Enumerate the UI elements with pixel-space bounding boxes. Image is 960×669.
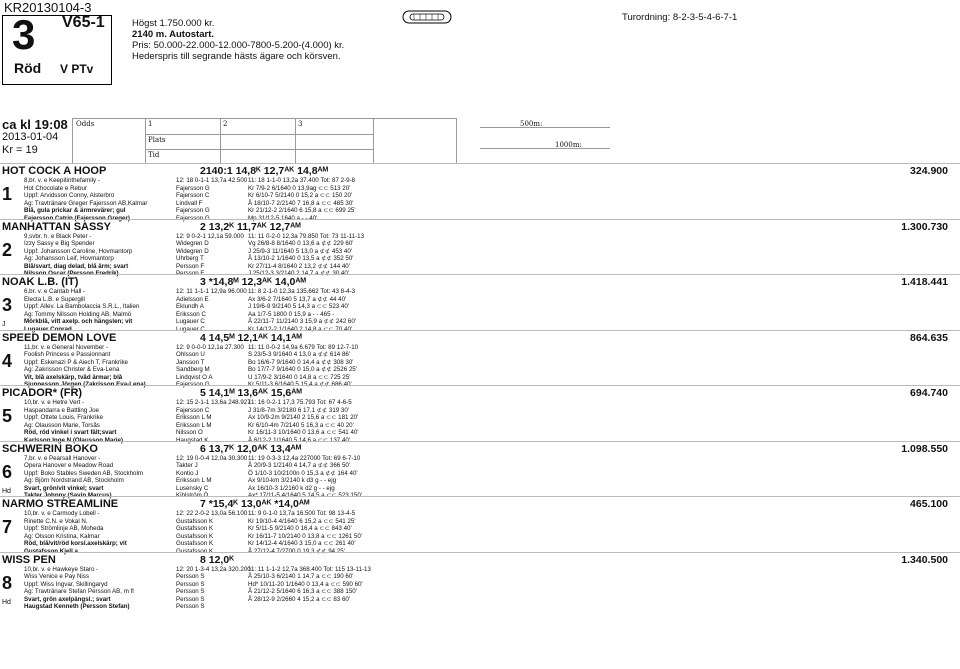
horse-number: 1 xyxy=(2,184,13,204)
driver-line: 12: 15 2-1-1 13,6a 248.927 xyxy=(176,399,251,406)
horse-details xyxy=(24,177,174,223)
result-line: Å 25/10-3 6/2140 1 14,7 a ⊂⊂ 190 60' xyxy=(248,573,354,581)
horse-results xyxy=(248,566,528,604)
driver-line: Persson F xyxy=(176,270,205,278)
horse-number: 6 xyxy=(2,461,13,482)
horse-stats: 2 13,2ᴷ 11,7ᴬᴷ 12,7ᴬᴹ xyxy=(200,220,301,233)
horse-earnings: 1.300.730 xyxy=(901,220,948,233)
result-line: 11: 18 1-1-0 13,2a 37.400 Tot: 87 2-9-8 xyxy=(248,177,356,184)
result-line: Bo 16/6-7 9/1640 0 14,4 a ⊄⊄ 308 30' xyxy=(248,358,354,366)
result-line: Kr 27/11-4 8/1640 2 13,2 ⊄⊄ 144 40' xyxy=(248,262,350,270)
horse-number: 8 xyxy=(2,572,13,593)
horse-stats: 2140:1 14,8ᴷ 12,7ᴬᴷ 14,8ᴬᴹ xyxy=(200,165,329,177)
detail-line: Electa L.B. e Supergill xyxy=(24,295,85,303)
horse-number: 5 xyxy=(2,406,13,426)
horse-mark: J xyxy=(2,321,6,328)
result-line: Kr 5/11-5 9/2140 0 16,4 a ⊂⊂ 843 40' xyxy=(248,525,352,533)
horse-name: SCHWERIN BOKO xyxy=(2,442,98,455)
horse-results xyxy=(248,177,528,223)
race-info xyxy=(132,18,344,62)
result-line: 11: 16 0-2-1 17,3 75.793 Tot: 67 4-6-5 xyxy=(248,399,352,406)
horse-earnings: 1.418.441 xyxy=(901,276,948,288)
result-line: Kr 14/12-2 1/1640 2 14,8 a ⊂⊂ 70 40' xyxy=(248,325,353,333)
detail-line: Svart, grön/vit vinkel; svart xyxy=(24,484,104,492)
col-3: 3 xyxy=(298,120,303,128)
detail-line: Uppf: Ottete Louis, Frankrike xyxy=(24,414,104,422)
detail-line: Rinette C.N. e Vokal N. xyxy=(24,517,88,525)
result-line: 11: 11 1-1-2 12,7a 368.400 Tot: 115 13-11-13 xyxy=(248,565,371,573)
race-info-line: Pris: 50.000-22.000-12.000-7800-5.200-(4.000) kr. xyxy=(132,40,345,51)
driver-line: Eriksson L M xyxy=(176,477,212,485)
result-line: Aa 1/7-5 1800 0 15,9 a - - 465 - xyxy=(248,310,335,318)
horse-mark: Hd xyxy=(2,487,11,495)
horse-name: NOAK L.B. (IT) xyxy=(2,276,79,288)
detail-line: Äg: Björn Nordstrand AB, Stockholm xyxy=(24,477,124,485)
result-line: 11: 9 0-1-0 13,7a 16.500 Tot: 98 13-4-5 xyxy=(248,510,356,517)
driver-line: Gustafsson K xyxy=(176,540,214,548)
result-line: Ax 9/10-km 3/2140 k d3 g - - ejg xyxy=(248,477,337,485)
detail-line: Uppf: Arvidsson Conny, Alsterbro xyxy=(24,192,115,200)
horse-drivers xyxy=(176,510,247,556)
horse-details xyxy=(24,233,174,279)
driver-line: Eriksson C xyxy=(176,310,206,318)
horse-name: MANHATTAN SASSY xyxy=(2,220,111,233)
horse-details xyxy=(24,566,174,612)
detail-line: Haugstad Kenneth (Persson Stefan) xyxy=(24,603,130,611)
detail-line: Äg: Olausson Marie, Torsås xyxy=(24,421,100,429)
result-line: Kr 14/12-4 4/1640 3 15,0 a ⊂⊂ 261 40' xyxy=(248,540,356,548)
detail-line: Karlsson Inge N (Olausson Marie) xyxy=(24,436,124,444)
horse-drivers xyxy=(176,399,251,445)
driver-line: 12: 9 0-0-0 12,1a 27.300 xyxy=(176,343,244,351)
horse-stats: 3 *14,8ᴹ 12,3ᴬᴷ 14,0ᴬᴹ xyxy=(200,276,306,288)
detail-line: Äg: Tommy Nilsson Holding AB, Malmö xyxy=(24,310,132,318)
horse-number: 3 xyxy=(2,295,13,315)
horse-drivers xyxy=(176,288,247,334)
detail-line: Uppf: Eskenazi P & Aiech T, Frankrike xyxy=(24,358,128,366)
result-line: Å 20/9-3 1/2140 4 14,7 a ⊄⊄ 366 50' xyxy=(248,462,351,470)
driver-line: Kontio J xyxy=(176,469,199,477)
horse-earnings: 465.100 xyxy=(910,498,948,510)
result-line: Bo 17/7-7 9/1640 0 15,0 a ⊄⊄ 2526 25' xyxy=(248,366,357,374)
result-line: Vg 26/8-8 8/1640 0 13,6 a ⊄⊄ 229 60' xyxy=(248,240,354,248)
horse-list xyxy=(0,163,960,611)
detail-line: Röd, röd vinkel i svart fält;svart xyxy=(24,429,117,437)
driver-line: Widegren D xyxy=(176,240,209,248)
result-line: Å 13/10-2 1/1640 0 13,5 a ⊄⊄ 352 50' xyxy=(248,255,354,263)
odds-grid xyxy=(72,118,374,164)
driver-line: Fajersson G xyxy=(176,184,210,192)
driver-line: Gustafsson K xyxy=(176,532,214,540)
horse-number: 2 xyxy=(2,239,13,260)
horse-stats: 4 14,5ᴹ 12,1ᴬᴷ 14,1ᴬᴹ xyxy=(200,331,302,344)
horse-name: SPEED DEMON LOVE xyxy=(2,331,117,344)
detail-line: Blå, gula prickar & ärmrevärer; gul xyxy=(24,207,126,215)
horse-entry xyxy=(0,163,960,222)
horse-details xyxy=(24,399,174,445)
result-line: Ax 3/6-2 7/1640 5 13,7 a ⊄⊄ 44 40' xyxy=(248,295,347,303)
driver-line: Persson S xyxy=(176,573,205,581)
col-2: 2 xyxy=(223,120,228,128)
driver-line: Fajersson G xyxy=(176,214,210,222)
driver-line: Gustafsson K xyxy=(176,547,214,555)
horse-entry xyxy=(0,552,960,611)
detail-line: Uppf: Boko Stables Sweden AB, Stockholm xyxy=(24,469,144,477)
driver-line: Ohlsson U xyxy=(176,351,205,359)
horse-entry xyxy=(0,330,960,389)
result-line: Mp 31/12-5 1640 a - - 40' xyxy=(248,214,318,222)
result-line: J 25/9-3 11/1640 5 13,0 a ⊄⊄ 453 40' xyxy=(248,247,352,255)
driver-line: Kihlström Ö xyxy=(176,492,209,500)
driver-line: Gustafsson K xyxy=(176,517,214,525)
driver-line: 12: 11 1-1-1 12,9a 96.000 xyxy=(176,288,247,295)
line-500m xyxy=(480,127,610,128)
document-id: KR20130104-3 xyxy=(4,0,92,15)
odds-label: Odds xyxy=(76,120,95,128)
horse-entry xyxy=(0,219,960,278)
horse-results xyxy=(248,288,528,334)
detail-line: Vit, blå axelskärp, tvåd ärmar; blå xyxy=(24,373,123,381)
detail-line: Opera Hanover e Meadow Road xyxy=(24,462,114,470)
horse-earnings: 694.740 xyxy=(910,387,948,399)
result-line: S 23/5-3 9/1640 4 13,0 a ⊄⊄ 614 86' xyxy=(248,351,351,359)
horse-stats: 7 *15,4ᴷ 13,0ᴬᴷ *14,0ᴬᴹ xyxy=(200,498,310,510)
detail-line: Lugauer Conrad xyxy=(24,325,72,333)
horse-details xyxy=(24,455,174,501)
detail-line: Takter Johnny (Savin Marcus) xyxy=(24,492,112,500)
label-500m: 500m: xyxy=(520,120,543,128)
race-number: 3 xyxy=(12,11,36,58)
horse-number: 4 xyxy=(2,350,13,371)
horse-drivers xyxy=(176,344,244,390)
detail-line: Äg: Olsson Kristina, Kalmar xyxy=(24,532,100,540)
driver-line: Persson F xyxy=(176,262,205,270)
detail-line: Fajersson Catrin (Fajersson Greger) xyxy=(24,214,130,222)
detail-line: Mörkblå, vitt axelp. och hängslen; vit xyxy=(24,318,133,326)
driver-line: Lindqvist O A xyxy=(176,373,213,381)
driver-line: Sandberg M xyxy=(176,366,210,374)
result-line: Å 22/11-7 11/2140 3 15,9 a ⊄⊄ 242 60' xyxy=(248,318,356,326)
horse-name: WISS PEN xyxy=(2,553,56,566)
horse-details xyxy=(24,510,174,556)
detail-line: 6,br. v. e Cantab Hall - xyxy=(24,288,86,295)
driver-line: Lindvall F xyxy=(176,199,203,207)
race-color: Röd xyxy=(14,60,42,76)
tid-label: Tid xyxy=(148,151,160,159)
driver-line: Widegren D xyxy=(176,247,209,255)
horse-results xyxy=(248,233,528,279)
driver-line: Fajersson G xyxy=(176,207,210,215)
driver-line: Haugstad K xyxy=(176,436,209,444)
driver-line: Eriksson L M xyxy=(176,421,212,429)
detail-line: Äg: Travtränare Greger Fajersson AB,Kalmar xyxy=(24,199,148,207)
driver-line: 12: 9 0-2-1 12,1a 59.000 xyxy=(176,232,244,240)
horse-drivers xyxy=(176,177,247,223)
horse-number: 7 xyxy=(2,517,13,537)
detail-line: Äg: Travtränare Stefan Persson AB, m fl xyxy=(24,588,134,596)
result-line: Kr 16/11-7 10/2140 0 13,8 a ⊂⊂ 1261 50' xyxy=(248,532,362,540)
detail-line: Sjunnesson Jörgen (Zakrisson Eva-Lena) xyxy=(24,381,146,389)
result-line: Kr 7/9-2 6/1640 0 13,9ag ⊂⊂ 513 20' xyxy=(248,184,351,192)
driver-line: Lugauer C xyxy=(176,318,205,326)
race-info-line: Hederspris till segrande hästs ägare och körsven. xyxy=(132,51,341,62)
horse-drivers xyxy=(176,233,244,279)
horse-mark: Hd xyxy=(2,598,11,606)
driver-line: Fajersson C xyxy=(176,192,210,200)
detail-line: Nilsson Oscar (Persson Fredrik) xyxy=(24,270,119,278)
detail-line: Uppf: Allev. La Bambolaccia S.R.L., Italien xyxy=(24,303,140,311)
driver-line: Takter J xyxy=(176,462,198,470)
horse-entry xyxy=(0,385,960,444)
result-line: U 17/9-2 3/1640 0 14,8 a ⊂⊂ 725 25' xyxy=(248,373,351,381)
turn-order: Turordning: 8-2-3-5-4-6-7-1 xyxy=(622,12,738,23)
result-line: Å 28/12-9 2/2660 4 15,2 a ⊂⊂ 83 60' xyxy=(248,595,351,603)
detail-line: Svart, grön axelpängsl.; svart xyxy=(24,595,111,603)
detail-line: Uppf: Wiss Ingvar, Skillingaryd xyxy=(24,580,108,588)
result-line: 11: 11 0-2-0 12,3a 79.850 Tot: 73 11-11-13 xyxy=(248,232,365,240)
detail-line: Gustafsson Kjell a xyxy=(24,547,78,555)
detail-line: 10,br. v. e Carmody Lobell - xyxy=(24,510,100,517)
detail-line: Äg: Zakrisson Christer & Eva-Lena xyxy=(24,366,120,374)
horse-earnings: 1.098.550 xyxy=(901,442,948,455)
track-icon xyxy=(402,10,452,24)
detail-line: Izzy Sassy e Big Spender xyxy=(24,240,95,248)
driver-line: Persson S xyxy=(176,595,205,603)
detail-line: Uppf: Johansson Caroline, Hovmantorp xyxy=(24,247,133,255)
driver-line: Uhrberg T xyxy=(176,255,204,263)
driver-line: 12: 18 0-1-1 13,7a 42.500 xyxy=(176,177,248,184)
detail-line: 10,br. v. e Hawkeye Staro - xyxy=(24,565,99,573)
horse-name: NARMO STREAMLINE xyxy=(2,498,119,510)
driver-line: Gustafsson K xyxy=(176,525,214,533)
horse-drivers xyxy=(176,566,251,612)
horse-earnings: 864.635 xyxy=(910,331,948,344)
position-grid xyxy=(372,118,457,164)
line-1000m xyxy=(480,148,610,149)
detail-line: Foolish Princess e Passionnant xyxy=(24,351,111,359)
plats-label: Plats xyxy=(148,136,166,144)
horse-details xyxy=(24,344,174,390)
result-line: Kr 5/11-3 6/1640 5 15,4 a ⊄⊄ 686 40' xyxy=(248,381,352,389)
horse-entry xyxy=(0,274,960,333)
result-line: 11: 8 2-1-0 12,3a 135.662 Tot: 43 8-4-3 xyxy=(248,288,356,295)
detail-line: Haspandarra e Battling Joe xyxy=(24,406,99,414)
driver-line: Persson S xyxy=(176,580,205,588)
result-line: J 25/12-3 3/2140 2 14,7 a ⊄⊄ 30 40' xyxy=(248,270,349,278)
horse-details xyxy=(24,288,174,334)
detail-line: Äg: Johansson Leif, Hovmantorp xyxy=(24,255,114,263)
horse-stats: 5 14,1ᴹ 13,6ᴬᴷ 15,6ᴬᴹ xyxy=(200,387,302,399)
start-time: ca kl 19:08 xyxy=(2,117,68,132)
horse-earnings: 1.340.500 xyxy=(901,553,948,566)
driver-line: Lusensky C xyxy=(176,484,209,492)
horse-entry xyxy=(0,441,960,500)
driver-line: Eriksson L M xyxy=(176,414,212,422)
result-line: Å 18/10-7 2/2140 7 16,8 a ⊂⊂ 485 30' xyxy=(248,199,354,207)
result-line: Ö 1/10-3 10/2100n 0 15,3 a ⊄⊄ 164 40' xyxy=(248,469,358,477)
vptv-label: V PTv xyxy=(60,62,94,76)
result-line: Kr 19/10-4 4/1640 6 15,2 a ⊂⊂ 541 25' xyxy=(248,517,356,525)
race-info-line: Högst 1.750.000 kr. xyxy=(132,18,215,29)
result-line: J 19/6-9 9/2140 5 14,3 a ⊂⊂ 523 40' xyxy=(248,303,349,311)
result-line: Å 21/12-2 5/1640 6 16,3 a ⊂⊂ 388 150' xyxy=(248,588,357,596)
driver-line: Jansson T xyxy=(176,358,205,366)
driver-line: Lugauer C xyxy=(176,325,205,333)
result-line: Kr 16/11-3 10/1640 0 13,6 a ⊂⊂ 541 40' xyxy=(248,429,359,437)
result-line: Hd* 10/11-20 1/1640 0 13,4 a ⊂⊂ 590 60' xyxy=(248,580,363,588)
horse-entry xyxy=(0,496,960,555)
detail-line: 11,br. v. e General November - xyxy=(24,343,109,351)
driver-line: 12: 20 1-3-4 13,2a 320.200 xyxy=(176,565,251,573)
horse-stats: 6 13,7ᴷ 12,0ᴬᴷ 13,4ᴬᴹ xyxy=(200,442,302,455)
driver-line: Nilsson O xyxy=(176,429,203,437)
driver-line: 12: 19 0-0-4 12,0a 30.300 xyxy=(176,454,248,462)
horse-results xyxy=(248,399,528,445)
horse-name: PICADOR* (FR) xyxy=(2,387,83,399)
result-line: Kr 21/12-2 2/1640 6 15,8 a ⊂⊂ 699 25' xyxy=(248,207,356,215)
horse-results xyxy=(248,344,528,390)
horse-results xyxy=(248,455,528,501)
result-line: 11: 11 0-0-2 14,9a 6.679 Tot: 89 12-7-10 xyxy=(248,343,359,351)
result-line: Ax 16/10-3 1/2160 k d2 g - - ejg xyxy=(248,484,335,492)
result-line: Ax* 17/11-5 4/1640 5 14,5 a ⊂⊂ 523 150' xyxy=(248,492,362,500)
detail-line: Hot Chocolate e Rebur xyxy=(24,184,87,192)
detail-line: 7,br. v. e Pearsall Hanover - xyxy=(24,454,101,462)
detail-line: Blå/svart, diag delad, blå ärm; svart xyxy=(24,262,129,270)
driver-line: Fajersson G xyxy=(176,381,210,389)
result-line: 11: 19 0-3-3 12,4a 227000 Tot: 69 6-7-10 xyxy=(248,454,361,462)
driver-line: Persson S xyxy=(176,603,205,611)
race-info-line: 2140 m. Autostart. xyxy=(132,29,215,40)
result-line: Å 6/12-2 1/1640 5 14,6 a ⊂⊂ 137 40' xyxy=(248,436,351,444)
result-line: Å 27/12-4 7/2700 0 19,3 ⊄⊄ 94 25' xyxy=(248,547,345,555)
kr-value: Kr = 19 xyxy=(2,144,38,156)
detail-line: 10,br. v. e Hetre Vert - xyxy=(24,399,85,406)
result-line: Kr 6/10-4m 7/2140 5 16,3 a ⊂⊂ 40 20' xyxy=(248,421,354,429)
col-1: 1 xyxy=(148,120,153,128)
horse-drivers xyxy=(176,455,247,501)
horse-results xyxy=(248,510,528,556)
detail-line: Wiss Venice e Pay Niss xyxy=(24,573,89,581)
driver-line: Eklundh A xyxy=(176,303,204,311)
detail-line: Röd, blå/vit/röd korsl.axelskärp; vit xyxy=(24,540,127,548)
result-line: J 31/8-7m 3/2180 6 17,1 ⊄⊄ 319 30' xyxy=(248,406,349,414)
horse-earnings: 324.900 xyxy=(910,165,948,177)
label-1000m: 1000m: xyxy=(555,141,582,149)
result-line: Kr 6/10-7 5/2140 0 15,2 a ⊂⊂ 150 20' xyxy=(248,192,353,200)
driver-line: Fajersson C xyxy=(176,406,210,414)
horse-name: HOT COCK A HOOP xyxy=(2,165,107,177)
game-label: V65-1 xyxy=(62,14,105,31)
time-block xyxy=(2,118,68,157)
driver-line: Persson S xyxy=(176,588,205,596)
detail-line: 8,br. v. e Keepitinthefamily - xyxy=(24,177,100,184)
horse-stats: 8 12,0ᴷ xyxy=(200,553,235,566)
driver-line: 12: 22 2-0-2 13,0a 56.100 xyxy=(176,510,248,517)
result-line: Ax 10/9-2m 9/2140 2 15,6 a ⊂⊂ 181 20' xyxy=(248,414,359,422)
driver-line: Adielsson E xyxy=(176,295,209,303)
detail-line: 9,svbr. h. e Black Peter - xyxy=(24,232,92,240)
detail-line: Uppf: Strömlinje AB, Moheda xyxy=(24,525,104,533)
race-date: 2013-01-04 xyxy=(2,131,59,143)
